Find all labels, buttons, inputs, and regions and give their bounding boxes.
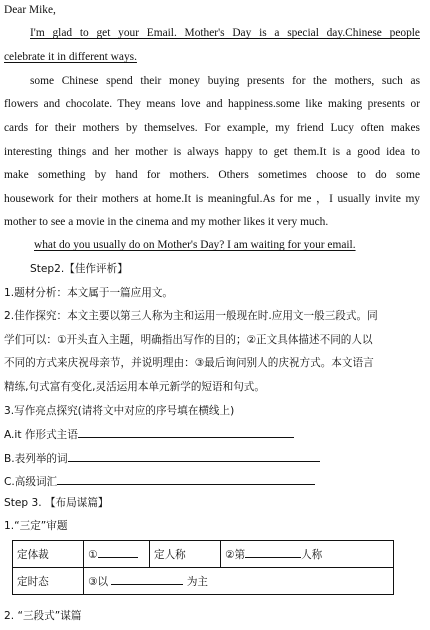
option-a-blank[interactable] bbox=[78, 427, 294, 438]
letter-body-line-5 bbox=[4, 168, 420, 182]
cell-tense-value bbox=[84, 568, 394, 595]
step3-heading: Step 3. 【布局谋篇】 bbox=[4, 497, 109, 509]
letter-body-line-1 bbox=[30, 74, 420, 88]
letter-body-line-6 bbox=[4, 192, 420, 206]
step2-item-2-line-3: 不同的方式来庆祝母亲节，并说明理由：③最后询问别人的庆祝方式。本文语言 bbox=[4, 357, 374, 369]
step3-sub-2: 2. “三段式”谋篇 bbox=[4, 610, 82, 622]
letter-body-text-1: some Chinese spend their money buying presents for the mothers, such as bbox=[30, 75, 420, 87]
table-row bbox=[13, 568, 394, 595]
option-c-row bbox=[4, 474, 315, 489]
three-determine-table bbox=[12, 540, 394, 595]
table-row bbox=[13, 541, 394, 568]
letter-body-line-7: mother to see a movie in the cinema and my mother likes it very much. bbox=[4, 216, 329, 228]
step2-item-2-line-2: 学们可以：①开头直入主题，明确指出写作的目的；②正文具体描述不同的人以 bbox=[4, 334, 373, 346]
letter-body-line-2 bbox=[4, 97, 420, 111]
letter-closing: what do you usually do on Mother's Day? I am waiting for your email. bbox=[34, 239, 356, 251]
option-c-blank[interactable] bbox=[57, 474, 315, 485]
option-a-label: A.it 作形式主语 bbox=[4, 429, 78, 441]
cell-person-value bbox=[221, 541, 394, 568]
option-a-row bbox=[4, 427, 294, 442]
genre-blank[interactable] bbox=[98, 547, 138, 558]
step2-item-2-line-1: 2.佳作探究：本文主要以第三人称为主和运用一般现在时.应用文一般三段式。同 bbox=[4, 310, 378, 322]
cell-tense-pre: ③以 bbox=[88, 575, 109, 588]
step3-sub-1: 1.“三定”审题 bbox=[4, 520, 68, 532]
cell-tense-label: 定时态 bbox=[13, 568, 84, 595]
option-b-blank[interactable] bbox=[68, 451, 320, 462]
letter-intro-line-2: celebrate it in different ways. bbox=[4, 51, 137, 63]
option-b-row bbox=[4, 451, 320, 466]
tense-blank[interactable] bbox=[111, 574, 183, 585]
step2-heading: Step2.【佳作评析】 bbox=[30, 263, 128, 275]
letter-greeting: Dear Mike, bbox=[4, 4, 56, 16]
letter-body-text-5: make something by hand for mothers. Others sometimes choose to do some bbox=[4, 169, 420, 181]
person-blank[interactable] bbox=[245, 547, 301, 558]
cell-person-label: 定人称 bbox=[150, 541, 221, 568]
letter-body-line-4 bbox=[4, 145, 420, 159]
option-c-label: C.高级词汇 bbox=[4, 476, 58, 488]
cell-genre-value bbox=[84, 541, 150, 568]
letter-body-text-3: cards for their mothers by themselves. For example, my friend Lucy often makes bbox=[4, 122, 420, 134]
cell-genre-marker: ① bbox=[88, 549, 98, 561]
option-b-label: B.表列举的词 bbox=[4, 453, 68, 465]
cell-person-pre: ②第 bbox=[225, 548, 246, 561]
letter-body-text-2: flowers and chocolate. They means love and happiness.some like making presents or bbox=[4, 98, 420, 110]
step2-item-1: 1.题材分析：本文属于一篇应用文。 bbox=[4, 287, 174, 299]
cell-tense-post: 为主 bbox=[186, 575, 209, 588]
step2-item-3: 3.写作亮点探究(请将文中对应的序号填在横线上) bbox=[4, 405, 235, 417]
step2-item-2-line-4: 精练,句式富有变化,灵活运用本单元新学的短语和句式。 bbox=[4, 381, 265, 393]
letter-body-line-3 bbox=[4, 121, 420, 135]
letter-intro-text-1: I'm glad to get your Email. Mother's Day is a special day.Chinese people bbox=[30, 27, 420, 39]
letter-body-text-6: housework for their mothers at home.It is meaningful.As for me ，I usually invite my bbox=[4, 193, 420, 205]
cell-genre-label: 定体裁 bbox=[13, 541, 84, 568]
letter-intro-line-1 bbox=[30, 26, 420, 40]
cell-person-post: 人称 bbox=[301, 548, 323, 561]
letter-body-text-4: interesting things and her mother is always happy to get them.It is a good idea to bbox=[4, 146, 420, 158]
